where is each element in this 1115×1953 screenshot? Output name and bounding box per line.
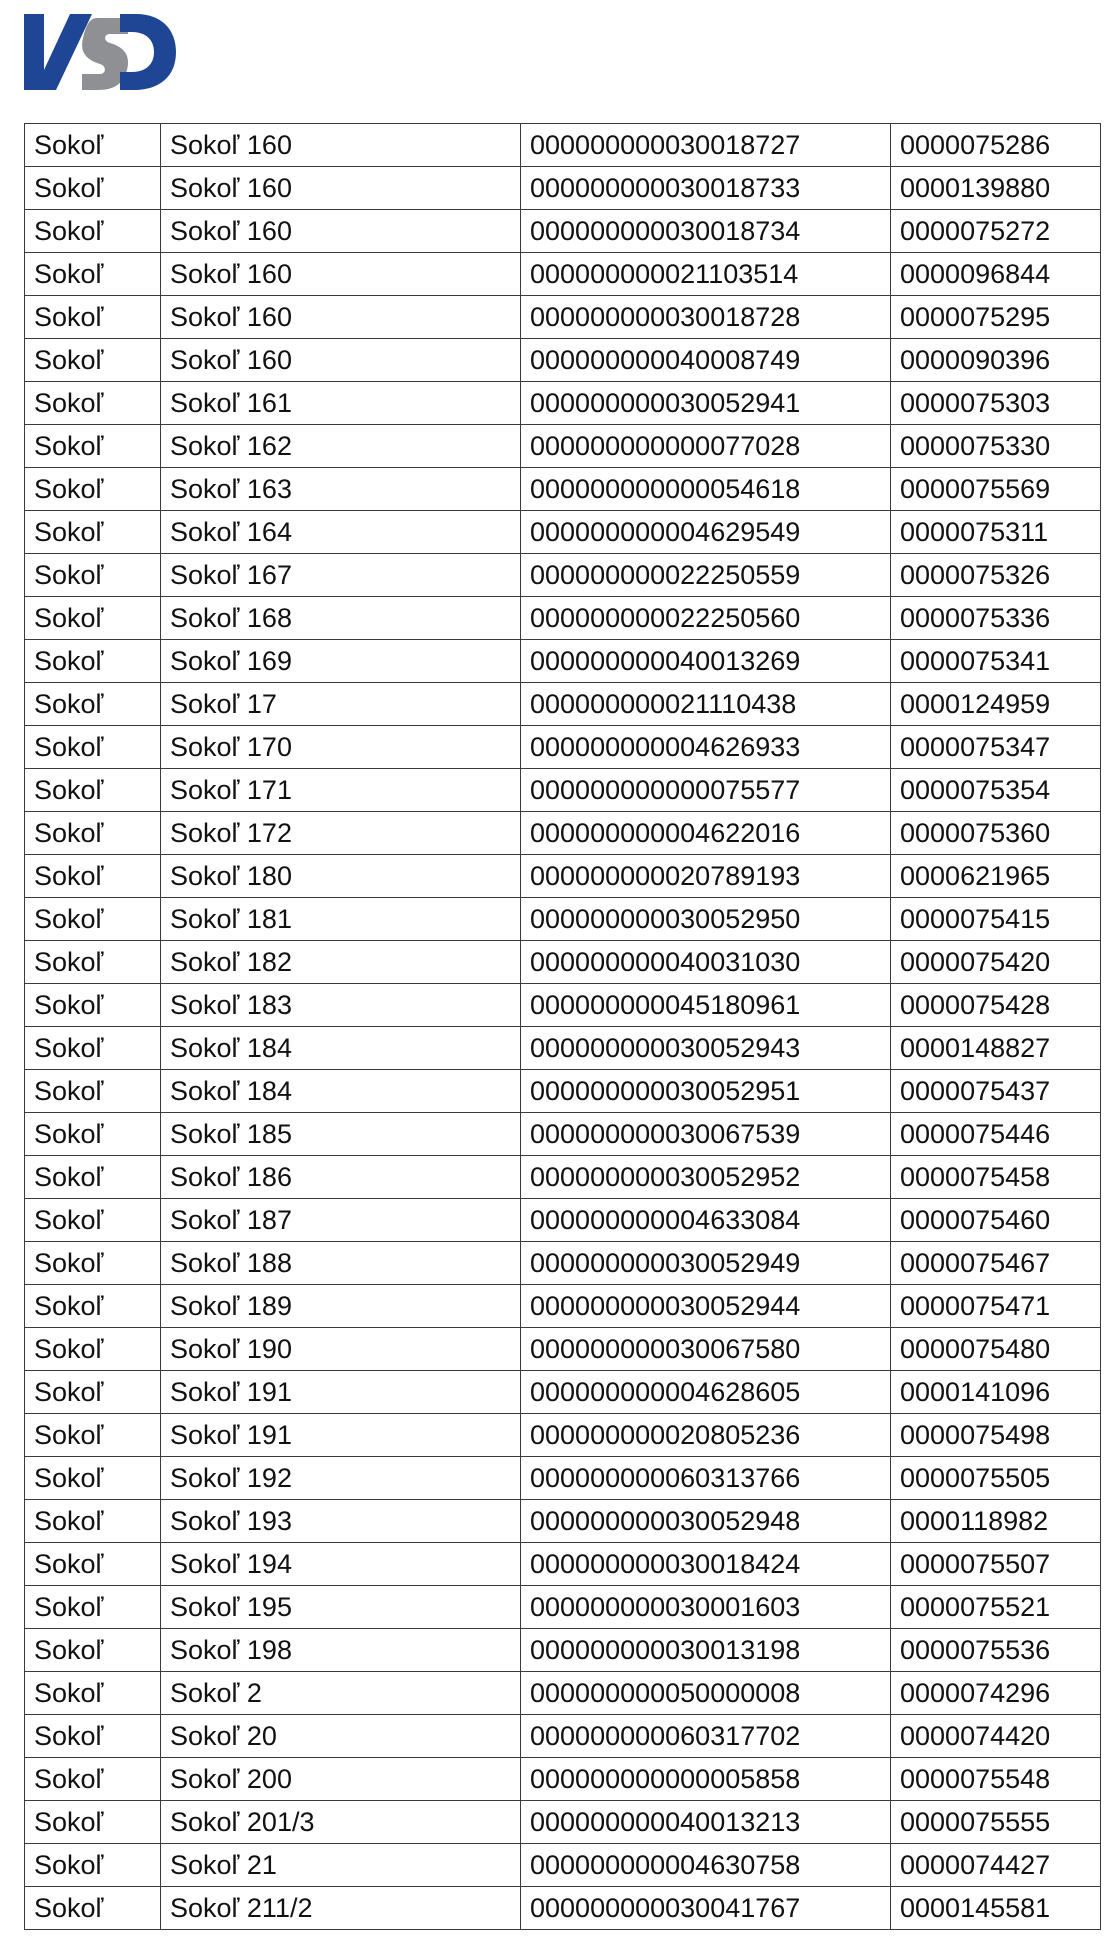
table-row <box>25 1887 1101 1930</box>
table-cell-meter-id: 000000000004622016 <box>521 812 891 855</box>
table-cell-code: 0000075480 <box>891 1328 1101 1371</box>
table-cell-meter-id: 000000000000077028 <box>521 425 891 468</box>
table-cell-meter-id: 000000000022250559 <box>521 554 891 597</box>
table-cell-address: Sokoľ 184 <box>161 1070 521 1113</box>
table-row <box>25 1586 1101 1629</box>
table-cell-municipality: Sokoľ <box>25 1242 161 1285</box>
table-cell-municipality: Sokoľ <box>25 726 161 769</box>
table-row <box>25 1371 1101 1414</box>
table-cell-address: Sokoľ 160 <box>161 253 521 296</box>
table-cell-code: 0000075569 <box>891 468 1101 511</box>
table-cell-municipality: Sokoľ <box>25 1844 161 1887</box>
table-cell-municipality: Sokoľ <box>25 812 161 855</box>
table-row <box>25 1070 1101 1113</box>
table-cell-code: 0000075420 <box>891 941 1101 984</box>
table-cell-code: 0000075326 <box>891 554 1101 597</box>
table-cell-code: 0000075272 <box>891 210 1101 253</box>
table-cell-address: Sokoľ 186 <box>161 1156 521 1199</box>
table-cell-meter-id: 000000000004626933 <box>521 726 891 769</box>
table-cell-meter-id: 000000000020805236 <box>521 1414 891 1457</box>
table-cell-municipality: Sokoľ <box>25 640 161 683</box>
table-cell-code: 0000075295 <box>891 296 1101 339</box>
table-cell-address: Sokoľ 191 <box>161 1414 521 1457</box>
table-cell-municipality: Sokoľ <box>25 1801 161 1844</box>
table-cell-municipality: Sokoľ <box>25 1715 161 1758</box>
table-row <box>25 1156 1101 1199</box>
table-cell-meter-id: 000000000004633084 <box>521 1199 891 1242</box>
table-cell-municipality: Sokoľ <box>25 1070 161 1113</box>
table-cell-code: 0000075471 <box>891 1285 1101 1328</box>
table-cell-meter-id: 000000000030052948 <box>521 1500 891 1543</box>
table-cell-address: Sokoľ 168 <box>161 597 521 640</box>
table-cell-municipality: Sokoľ <box>25 1672 161 1715</box>
table-cell-municipality: Sokoľ <box>25 210 161 253</box>
table-cell-address: Sokoľ 164 <box>161 511 521 554</box>
table-cell-code: 0000075428 <box>891 984 1101 1027</box>
table-cell-meter-id: 000000000040008749 <box>521 339 891 382</box>
table-cell-address: Sokoľ 2 <box>161 1672 521 1715</box>
table-row <box>25 726 1101 769</box>
table-cell-municipality: Sokoľ <box>25 769 161 812</box>
table-cell-address: Sokoľ 170 <box>161 726 521 769</box>
table-row <box>25 210 1101 253</box>
table-cell-address: Sokoľ 189 <box>161 1285 521 1328</box>
table-cell-code: 0000075415 <box>891 898 1101 941</box>
table-cell-address: Sokoľ 162 <box>161 425 521 468</box>
table-cell-municipality: Sokoľ <box>25 1457 161 1500</box>
table-row <box>25 640 1101 683</box>
table-cell-address: Sokoľ 160 <box>161 296 521 339</box>
table-cell-meter-id: 000000000030018424 <box>521 1543 891 1586</box>
table-row <box>25 1758 1101 1801</box>
table-cell-municipality: Sokoľ <box>25 425 161 468</box>
table-body <box>25 124 1101 1930</box>
table-cell-meter-id: 000000000030052950 <box>521 898 891 941</box>
table-cell-municipality: Sokoľ <box>25 1113 161 1156</box>
table-row <box>25 554 1101 597</box>
table-cell-municipality: Sokoľ <box>25 1500 161 1543</box>
table-cell-code: 0000075458 <box>891 1156 1101 1199</box>
table-cell-municipality: Sokoľ <box>25 124 161 167</box>
table-cell-meter-id: 000000000030052944 <box>521 1285 891 1328</box>
table-cell-municipality: Sokoľ <box>25 1887 161 1930</box>
table-cell-municipality: Sokoľ <box>25 1285 161 1328</box>
table-row <box>25 812 1101 855</box>
table-cell-meter-id: 000000000030041767 <box>521 1887 891 1930</box>
table-cell-municipality: Sokoľ <box>25 1328 161 1371</box>
table-cell-meter-id: 000000000045180961 <box>521 984 891 1027</box>
table-row <box>25 1543 1101 1586</box>
table-cell-address: Sokoľ 183 <box>161 984 521 1027</box>
table-cell-meter-id: 000000000030052949 <box>521 1242 891 1285</box>
table-cell-address: Sokoľ 181 <box>161 898 521 941</box>
table-cell-municipality: Sokoľ <box>25 296 161 339</box>
table-cell-address: Sokoľ 198 <box>161 1629 521 1672</box>
table-cell-municipality: Sokoľ <box>25 984 161 1027</box>
table-row <box>25 1199 1101 1242</box>
table-cell-code: 0000075555 <box>891 1801 1101 1844</box>
table-cell-code: 0000148827 <box>891 1027 1101 1070</box>
table-cell-meter-id: 000000000030067539 <box>521 1113 891 1156</box>
table-row <box>25 1672 1101 1715</box>
data-table <box>24 123 1101 1930</box>
table-cell-address: Sokoľ 167 <box>161 554 521 597</box>
table-cell-municipality: Sokoľ <box>25 1629 161 1672</box>
table-cell-code: 0000074420 <box>891 1715 1101 1758</box>
table-cell-address: Sokoľ 188 <box>161 1242 521 1285</box>
table-row <box>25 511 1101 554</box>
table-cell-code: 0000075536 <box>891 1629 1101 1672</box>
table-cell-code: 0000075336 <box>891 597 1101 640</box>
table-cell-address: Sokoľ 190 <box>161 1328 521 1371</box>
table-cell-meter-id: 000000000030018728 <box>521 296 891 339</box>
table-cell-address: Sokoľ 160 <box>161 167 521 210</box>
table-cell-code: 0000075505 <box>891 1457 1101 1500</box>
vsd-logo-icon <box>24 10 176 96</box>
table-cell-address: Sokoľ 182 <box>161 941 521 984</box>
table-cell-municipality: Sokoľ <box>25 1414 161 1457</box>
table-cell-address: Sokoľ 160 <box>161 210 521 253</box>
table-cell-meter-id: 000000000030013198 <box>521 1629 891 1672</box>
table-cell-municipality: Sokoľ <box>25 468 161 511</box>
table-cell-meter-id: 000000000030052952 <box>521 1156 891 1199</box>
table-cell-meter-id: 000000000000005858 <box>521 1758 891 1801</box>
table-cell-address: Sokoľ 192 <box>161 1457 521 1500</box>
table-cell-municipality: Sokoľ <box>25 941 161 984</box>
table-cell-code: 0000074296 <box>891 1672 1101 1715</box>
table-cell-code: 0000075354 <box>891 769 1101 812</box>
table-cell-meter-id: 000000000022250560 <box>521 597 891 640</box>
table-cell-address: Sokoľ 185 <box>161 1113 521 1156</box>
table-cell-meter-id: 000000000000075577 <box>521 769 891 812</box>
table-cell-code: 0000075498 <box>891 1414 1101 1457</box>
table-cell-meter-id: 000000000021110438 <box>521 683 891 726</box>
table-row <box>25 425 1101 468</box>
table-cell-meter-id: 000000000030018727 <box>521 124 891 167</box>
table-cell-code: 0000075467 <box>891 1242 1101 1285</box>
table-row <box>25 769 1101 812</box>
table-cell-meter-id: 000000000050000008 <box>521 1672 891 1715</box>
table-cell-address: Sokoľ 160 <box>161 124 521 167</box>
table-cell-address: Sokoľ 172 <box>161 812 521 855</box>
table-cell-municipality: Sokoľ <box>25 1156 161 1199</box>
table-row <box>25 1328 1101 1371</box>
table-cell-meter-id: 000000000060313766 <box>521 1457 891 1500</box>
table-cell-code: 0000096844 <box>891 253 1101 296</box>
table-cell-meter-id: 000000000021103514 <box>521 253 891 296</box>
table-cell-code: 0000145581 <box>891 1887 1101 1930</box>
table-cell-code: 0000621965 <box>891 855 1101 898</box>
table-row <box>25 1715 1101 1758</box>
table-cell-address: Sokoľ 169 <box>161 640 521 683</box>
table-row <box>25 296 1101 339</box>
table-cell-address: Sokoľ 163 <box>161 468 521 511</box>
table-cell-municipality: Sokoľ <box>25 1371 161 1414</box>
table-cell-municipality: Sokoľ <box>25 339 161 382</box>
table-cell-code: 0000124959 <box>891 683 1101 726</box>
table-row <box>25 124 1101 167</box>
table-cell-municipality: Sokoľ <box>25 597 161 640</box>
table-cell-meter-id: 000000000004628605 <box>521 1371 891 1414</box>
table-row <box>25 167 1101 210</box>
table-cell-code: 0000075521 <box>891 1586 1101 1629</box>
table-cell-address: Sokoľ 200 <box>161 1758 521 1801</box>
table-cell-address: Sokoľ 194 <box>161 1543 521 1586</box>
table-cell-meter-id: 000000000020789193 <box>521 855 891 898</box>
table-cell-municipality: Sokoľ <box>25 382 161 425</box>
table-cell-meter-id: 000000000004630758 <box>521 1844 891 1887</box>
table-row <box>25 382 1101 425</box>
table-cell-address: Sokoľ 161 <box>161 382 521 425</box>
table-cell-address: Sokoľ 187 <box>161 1199 521 1242</box>
table-cell-code: 0000075507 <box>891 1543 1101 1586</box>
table-row <box>25 1844 1101 1887</box>
table-cell-address: Sokoľ 21 <box>161 1844 521 1887</box>
table-row <box>25 1414 1101 1457</box>
table-row <box>25 683 1101 726</box>
table-row <box>25 253 1101 296</box>
table-row <box>25 1500 1101 1543</box>
table-cell-code: 0000075330 <box>891 425 1101 468</box>
table-cell-code: 0000090396 <box>891 339 1101 382</box>
table-cell-meter-id: 000000000004629549 <box>521 511 891 554</box>
table-cell-code: 0000075347 <box>891 726 1101 769</box>
table-cell-municipality: Sokoľ <box>25 554 161 597</box>
table-row <box>25 1113 1101 1156</box>
table-cell-code: 0000075460 <box>891 1199 1101 1242</box>
table-cell-municipality: Sokoľ <box>25 1586 161 1629</box>
table-cell-address: Sokoľ 180 <box>161 855 521 898</box>
table-cell-meter-id: 000000000040013213 <box>521 1801 891 1844</box>
table-cell-address: Sokoľ 211/2 <box>161 1887 521 1930</box>
table-cell-meter-id: 000000000030018733 <box>521 167 891 210</box>
table-cell-meter-id: 000000000030067580 <box>521 1328 891 1371</box>
table-cell-meter-id: 000000000030018734 <box>521 210 891 253</box>
table-cell-meter-id: 000000000060317702 <box>521 1715 891 1758</box>
table-cell-code: 0000075286 <box>891 124 1101 167</box>
table-cell-municipality: Sokoľ <box>25 1199 161 1242</box>
table-row <box>25 898 1101 941</box>
table-cell-municipality: Sokoľ <box>25 1543 161 1586</box>
table-cell-meter-id: 000000000040013269 <box>521 640 891 683</box>
table-row <box>25 1801 1101 1844</box>
table-cell-municipality: Sokoľ <box>25 1027 161 1070</box>
table-cell-address: Sokoľ 191 <box>161 1371 521 1414</box>
table-cell-code: 0000075303 <box>891 382 1101 425</box>
table-cell-municipality: Sokoľ <box>25 253 161 296</box>
table-cell-code: 0000075341 <box>891 640 1101 683</box>
table-cell-municipality: Sokoľ <box>25 167 161 210</box>
table-cell-address: Sokoľ 17 <box>161 683 521 726</box>
table-cell-address: Sokoľ 195 <box>161 1586 521 1629</box>
table-cell-address: Sokoľ 184 <box>161 1027 521 1070</box>
table-row <box>25 984 1101 1027</box>
table-cell-municipality: Sokoľ <box>25 683 161 726</box>
table-row <box>25 1242 1101 1285</box>
table-cell-code: 0000141096 <box>891 1371 1101 1414</box>
table-row <box>25 1285 1101 1328</box>
table-cell-meter-id: 000000000030052941 <box>521 382 891 425</box>
table-cell-meter-id: 000000000030001603 <box>521 1586 891 1629</box>
table-cell-code: 0000075360 <box>891 812 1101 855</box>
table-cell-municipality: Sokoľ <box>25 511 161 554</box>
table-cell-code: 0000075548 <box>891 1758 1101 1801</box>
table-cell-code: 0000074427 <box>891 1844 1101 1887</box>
table-row <box>25 1629 1101 1672</box>
table-cell-code: 0000139880 <box>891 167 1101 210</box>
table-cell-meter-id: 000000000030052951 <box>521 1070 891 1113</box>
table-cell-address: Sokoľ 171 <box>161 769 521 812</box>
table-row <box>25 597 1101 640</box>
table-cell-code: 0000075311 <box>891 511 1101 554</box>
table-cell-code: 0000118982 <box>891 1500 1101 1543</box>
table-row <box>25 468 1101 511</box>
table-row <box>25 1457 1101 1500</box>
company-logo <box>24 10 176 96</box>
table-row <box>25 1027 1101 1070</box>
table-cell-meter-id: 000000000030052943 <box>521 1027 891 1070</box>
table-row <box>25 855 1101 898</box>
table-cell-municipality: Sokoľ <box>25 855 161 898</box>
table-cell-address: Sokoľ 160 <box>161 339 521 382</box>
table-cell-address: Sokoľ 193 <box>161 1500 521 1543</box>
table-cell-address: Sokoľ 201/3 <box>161 1801 521 1844</box>
table-cell-municipality: Sokoľ <box>25 1758 161 1801</box>
table-cell-code: 0000075437 <box>891 1070 1101 1113</box>
table-row <box>25 339 1101 382</box>
table-cell-meter-id: 000000000040031030 <box>521 941 891 984</box>
table-cell-code: 0000075446 <box>891 1113 1101 1156</box>
table-cell-address: Sokoľ 20 <box>161 1715 521 1758</box>
table-cell-municipality: Sokoľ <box>25 898 161 941</box>
table-cell-meter-id: 000000000000054618 <box>521 468 891 511</box>
table-row <box>25 941 1101 984</box>
